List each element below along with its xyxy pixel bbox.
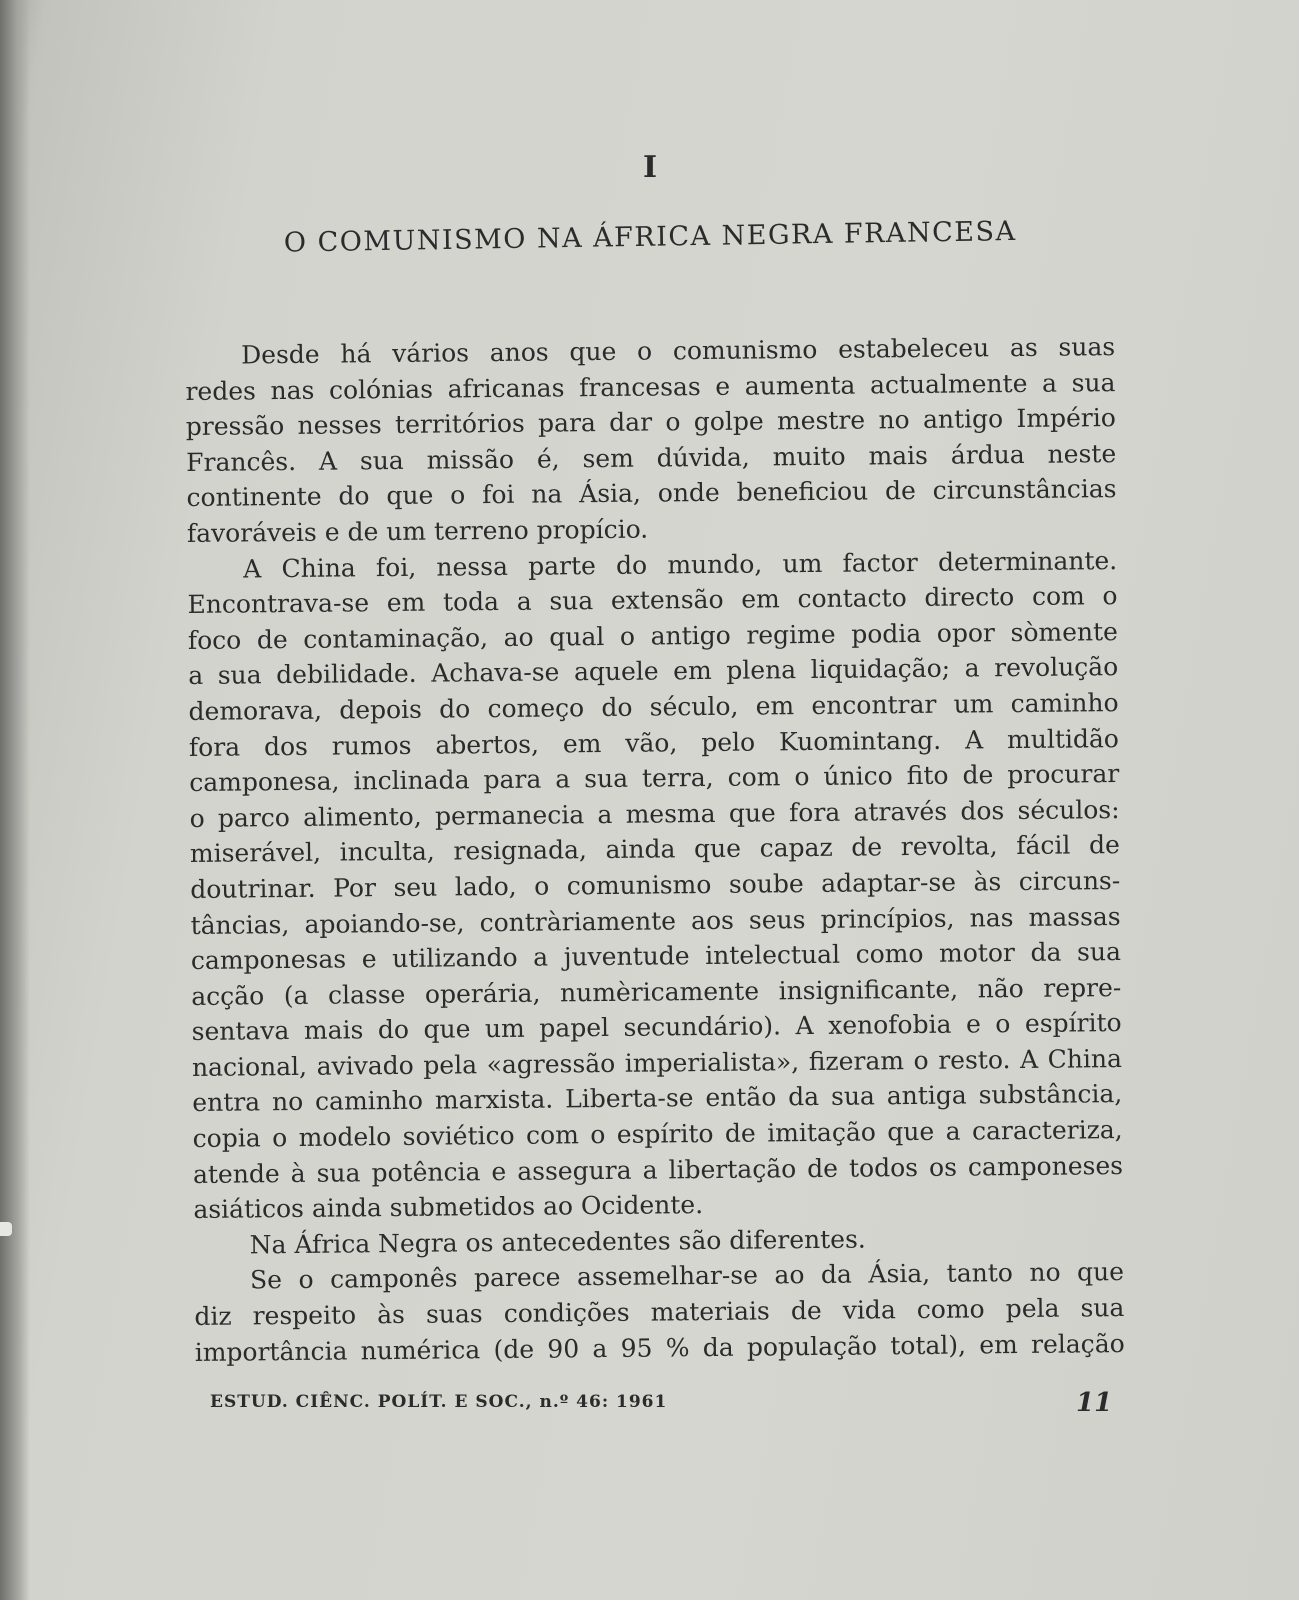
text-line: tâncias, apoiando-se, contràriamente aos seus princípios, nas massas [190,901,1121,940]
text-line: Francês. A sua missão é, sem dúvida, muito mais árdua neste [186,438,1117,477]
text-line: copia o modelo soviético com o espírito de imitação que a caracteriza, [192,1115,1123,1154]
text-line: asiáticos ainda submetidos ao Ocidente. [193,1190,704,1225]
text-line: atende à sua potência e assegura a libertação de todos os camponeses [192,1150,1124,1189]
text-line: acção (a classe operária, numèricamente insignificante, não repre- [191,972,1122,1011]
chapter-title: O COMUNISMO NA ÁFRICA NEGRA FRANCESA [283,215,1017,259]
text-line: o parco alimento, permanecia a mesma que fora através dos séculos: [189,794,1120,833]
text-line: camponesas e utilizando a juventude intelectual como motor da sua [190,937,1122,976]
text-line: entra no caminho marxista. Liberta-se então da sua antiga substância, [192,1079,1123,1118]
text-line: miserável, inculta, resignada, ainda que capaz de revolta, fácil de [189,830,1121,869]
text-line: sentava mais do que um papel secundário). A xenofobia e o espírito [191,1008,1122,1047]
text-line: Desde há vários anos que o comunismo estabeleceu as suas [241,332,1116,370]
text-line: Encontrava-se em toda a sua extensão em contacto directo com o [187,581,1118,620]
text-line: favoráveis e de um terreno propício. [186,514,649,548]
text-line: importância numérica (de 90 a 95 % da população total), em relação [194,1328,1125,1367]
text-line: diz respeito às suas condições materiais de vida como pela sua [194,1293,1125,1331]
text-line: A China foi, nessa parte do mundo, um factor determinante. [243,545,1118,584]
text-line: doutrinar. Por seu lado, o comunismo soube adaptar-se às circuns- [190,865,1121,904]
text-line: a sua debilidade. Achava-se aquele em plena liquidação; a revolução [188,652,1119,691]
text-line: redes nas colónias africanas francesas e aumenta actualmente a sua [185,367,1116,406]
binding-staple [0,1222,12,1236]
text-line: continente do que o foi na Ásia, onde beneficiou de circunstâncias [186,474,1117,513]
binding-shadow [0,0,30,1600]
text-line: foco de contaminação, ao qual o antigo regime podia opor sòmente [187,616,1118,655]
text-line: pressão nesses territórios para dar o golpe mestre no antigo Império [185,403,1116,442]
body-text [185,329,1125,1370]
text-line: Na África Negra os antecedentes são diferentes. [249,1224,866,1260]
text-line: demorava, depois do começo do século, em encontrar um caminho [188,687,1119,726]
text-line: fora dos rumos abertos, em vão, pelo Kuomintang. A multidão [188,723,1120,762]
chapter-number: I [642,150,658,185]
journal-citation: ESTUD. CIÊNC. POLÍT. E SOC., n.º 46: 1961 [210,1392,668,1412]
text-line: Se o camponês parece assemelhar-se ao da Ásia, tanto no que [249,1257,1125,1295]
text-line: nacional, avivado pela «agressão imperialista», fizeram o resto. A China [191,1043,1123,1082]
text-line: camponesa, inclinada para a sua terra, com o único fito de procurar [189,759,1120,798]
page-number: 11 [1076,1388,1113,1418]
